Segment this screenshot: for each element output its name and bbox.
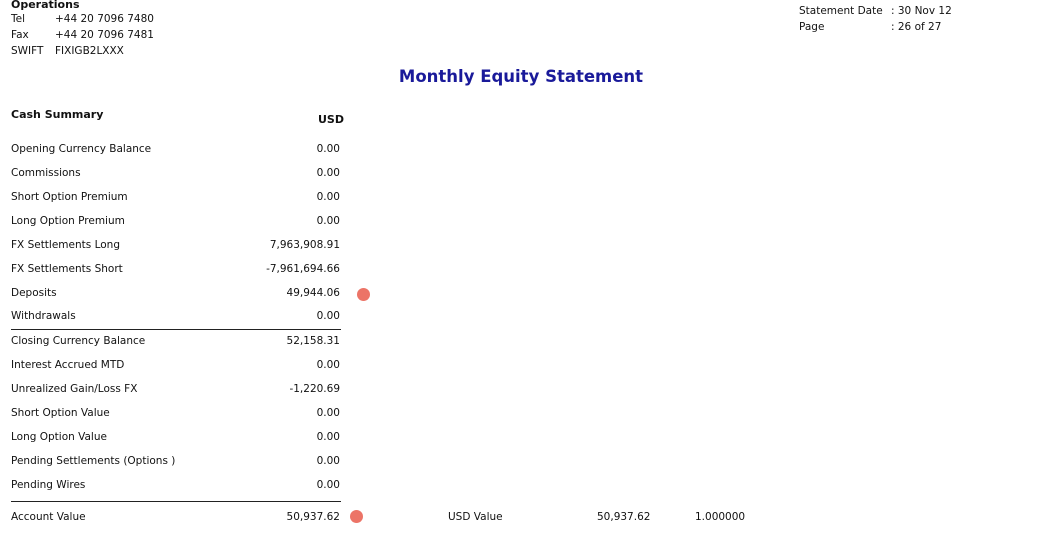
row-value: -7,961,694.66 <box>266 263 340 275</box>
row-value: 50,937.62 <box>286 511 340 523</box>
row-label: Deposits <box>11 287 57 299</box>
row-label: Short Option Premium <box>11 191 128 203</box>
row-label: Long Option Premium <box>11 215 125 227</box>
fax-value: +44 20 7096 7481 <box>55 29 154 41</box>
row-label: FX Settlements Long <box>11 239 120 251</box>
row-label: Short Option Value <box>11 407 110 419</box>
statement-title: Monthly Equity Statement <box>398 67 644 86</box>
row-label: Long Option Value <box>11 431 107 443</box>
row-label: Closing Currency Balance <box>11 335 146 347</box>
currency-column-header: USD <box>318 113 344 126</box>
total-divider <box>11 501 341 502</box>
subtotal-divider <box>11 329 341 330</box>
page-label: Page <box>799 21 825 33</box>
row-label: FX Settlements Short <box>11 263 123 275</box>
statement-date-label: Statement Date <box>799 5 883 17</box>
row-value: -1,220.69 <box>289 383 340 395</box>
fax-label: Fax <box>11 29 29 41</box>
row-value: 0.00 <box>316 167 340 179</box>
page-number-value: : 26 of 27 <box>891 21 942 33</box>
row-value: 7,963,908.91 <box>269 239 340 251</box>
row-label: Opening Currency Balance <box>11 143 152 155</box>
row-value: 0.00 <box>316 143 340 155</box>
row-label: Pending Settlements (Options ) <box>11 455 176 467</box>
row-label: Withdrawals <box>11 310 76 322</box>
row-label: Interest Accrued MTD <box>11 359 125 371</box>
tel-value: +44 20 7096 7480 <box>55 13 154 25</box>
row-value: 0.00 <box>316 407 340 419</box>
row-label: Pending Wires <box>11 479 86 491</box>
row-label: Unrealized Gain/Loss FX <box>11 383 138 395</box>
cash-summary-heading: Cash Summary <box>11 108 104 121</box>
row-value: 49,944.06 <box>286 287 340 299</box>
row-value: 0.00 <box>316 455 340 467</box>
statement-date-value: : 30 Nov 12 <box>891 5 952 17</box>
usd-value-label: USD Value <box>448 511 503 523</box>
row-value: 52,158.31 <box>286 335 340 347</box>
row-value: 0.00 <box>316 191 340 203</box>
account-value-marker <box>350 510 363 523</box>
row-value: 0.00 <box>316 479 340 491</box>
row-value: 0.00 <box>316 359 340 371</box>
usd-value-amount: 50,937.62 <box>597 511 651 523</box>
swift-value: FIXIGB2LXXX <box>55 45 124 57</box>
row-value: 0.00 <box>316 310 340 322</box>
row-label: Commissions <box>11 167 81 179</box>
deposits-marker <box>357 288 370 301</box>
swift-label: SWIFT <box>11 45 44 57</box>
row-value: 0.00 <box>316 431 340 443</box>
department-name: Operations <box>11 0 80 11</box>
tel-label: Tel <box>11 13 26 25</box>
usd-exchange-rate: 1.000000 <box>695 511 746 523</box>
row-value: 0.00 <box>316 215 340 227</box>
row-label: Account Value <box>11 511 86 523</box>
